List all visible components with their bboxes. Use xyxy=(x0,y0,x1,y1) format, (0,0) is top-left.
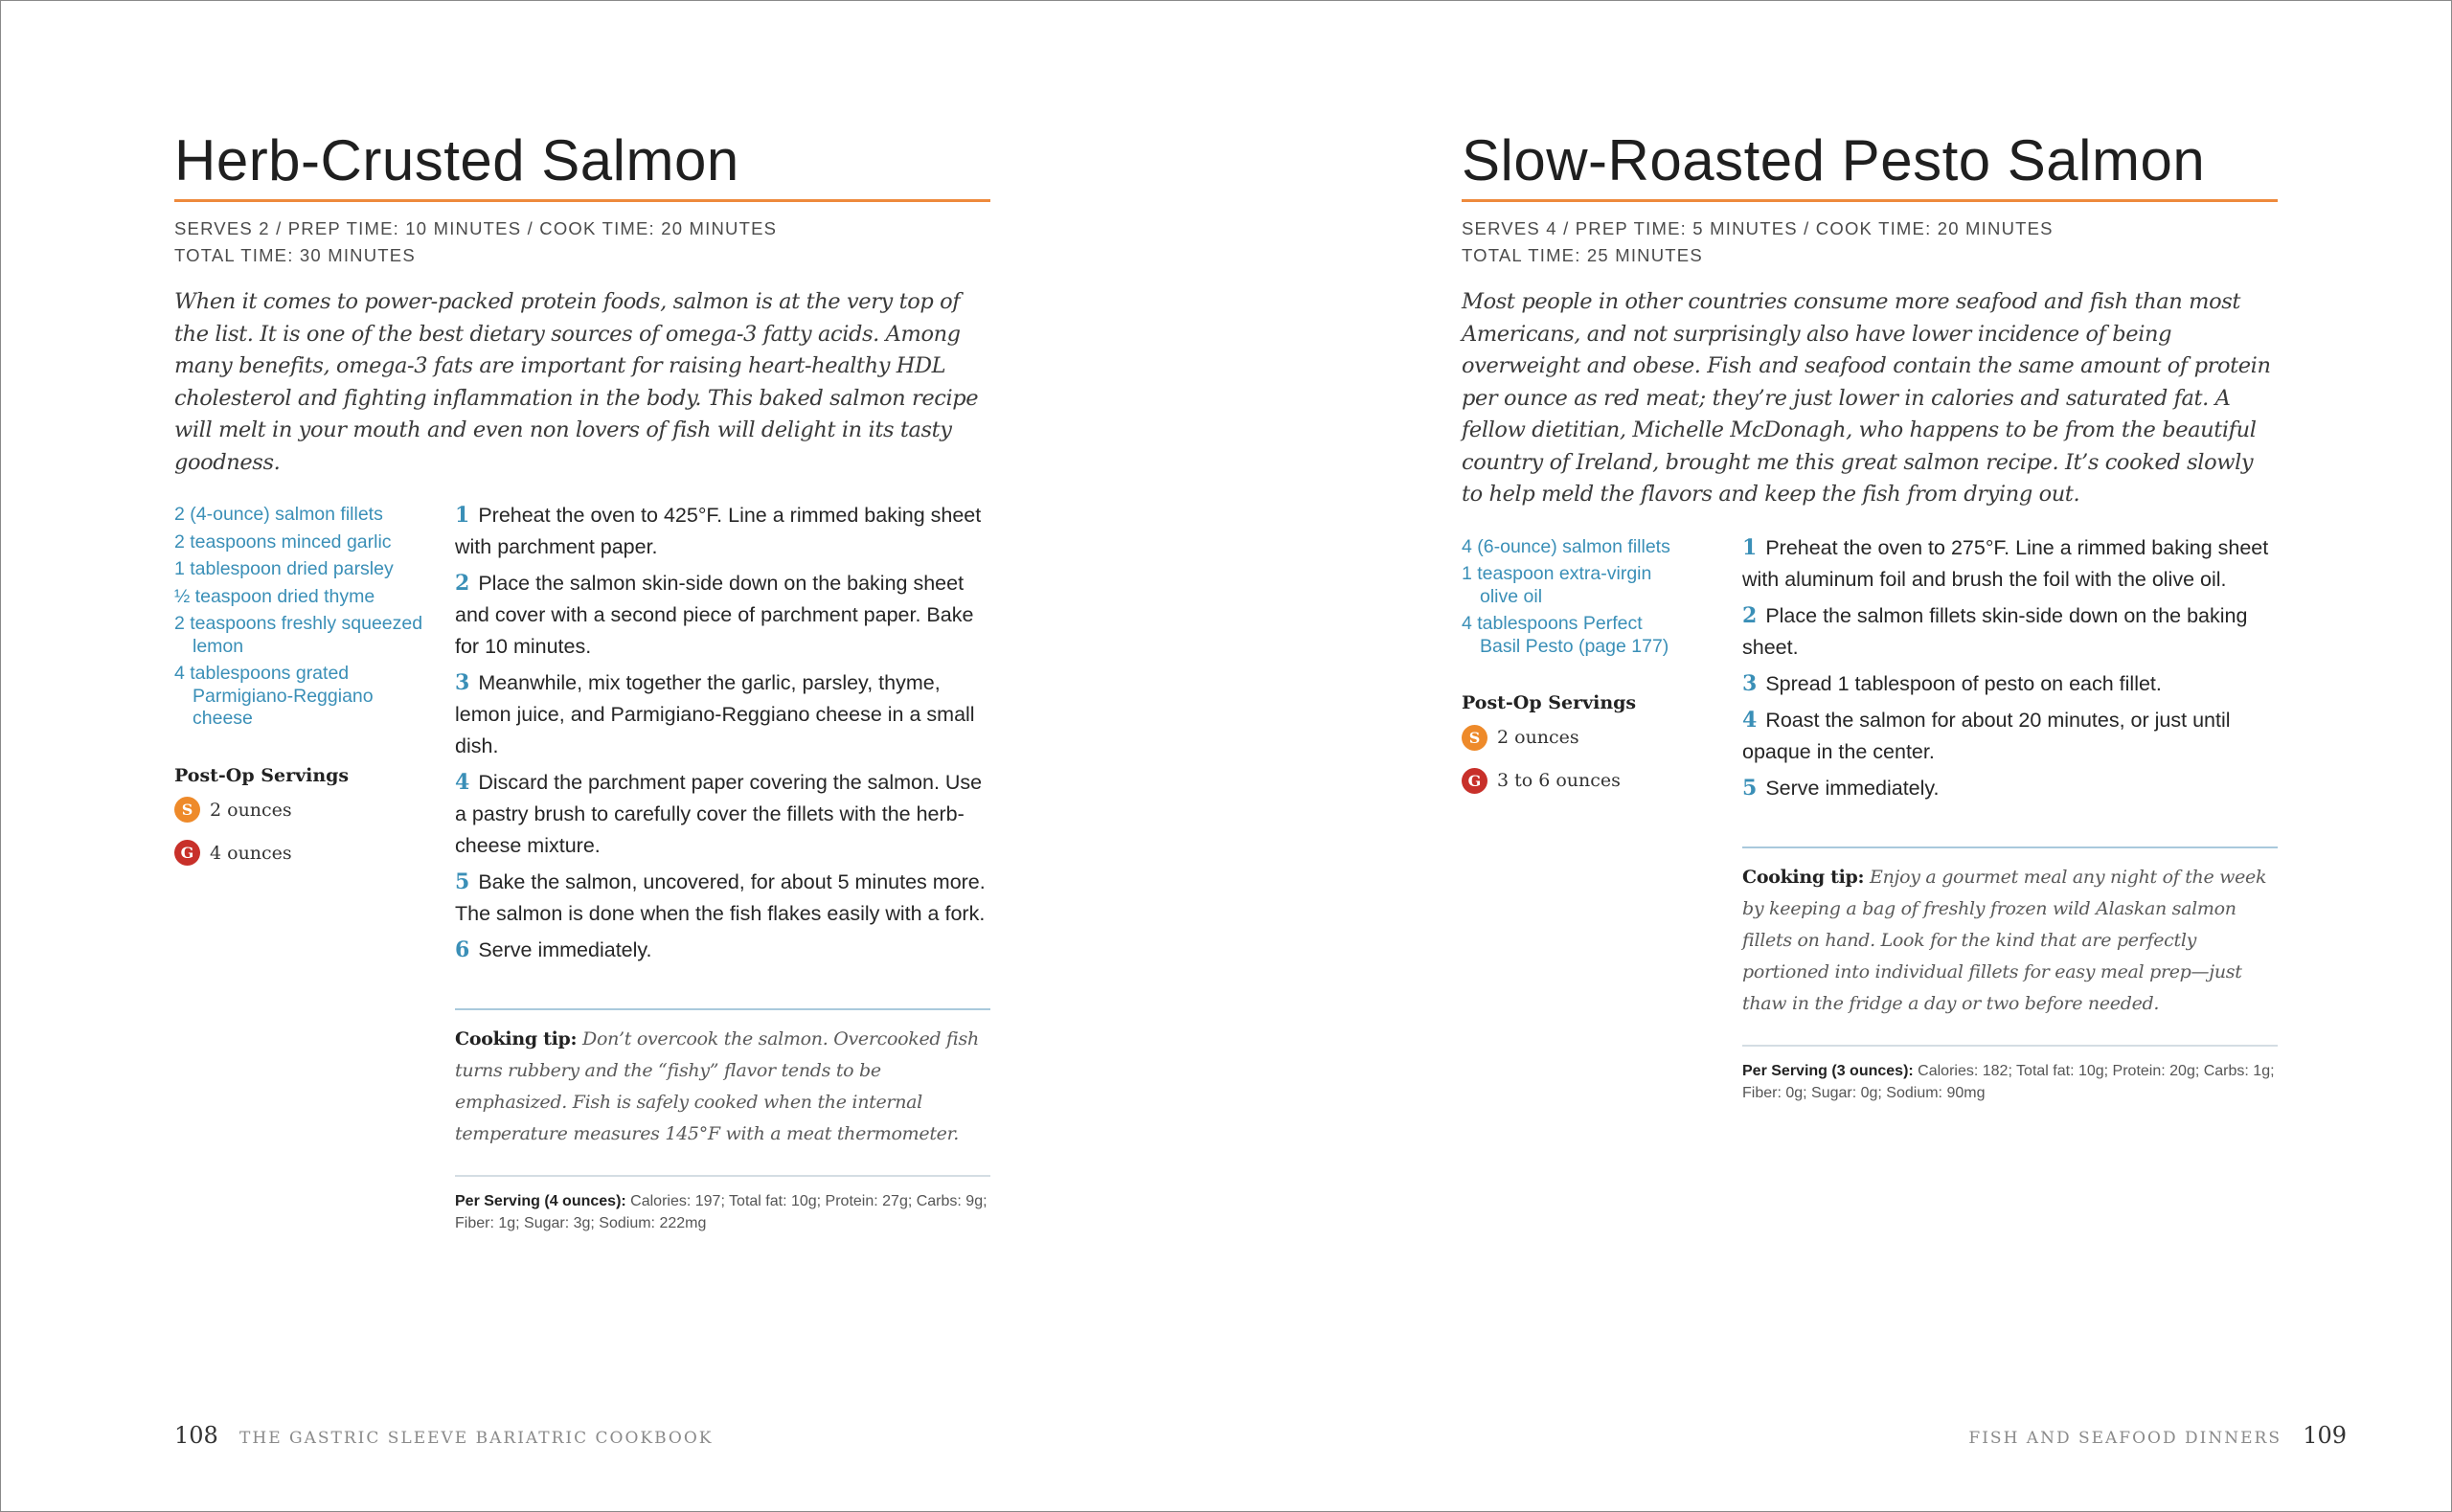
tip-divider xyxy=(455,1008,990,1010)
ingredient-list xyxy=(1462,536,1720,810)
nutrition-text: Calories: 197; Total fat: 10g; Protein: 27g; Carbs: 9g; Fiber: 1g; Sugar: 3g; Sodium: 222mg xyxy=(455,1193,988,1231)
recipe-meta xyxy=(1462,215,2278,269)
tip-label: Cooking tip: xyxy=(455,1028,578,1049)
serving-amount: 2 ounces xyxy=(1497,727,1579,748)
recipe-title: Herb-Crusted Salmon xyxy=(174,128,739,192)
step-number: 1 xyxy=(1742,534,1758,560)
recipe-title: Slow-Roasted Pesto Salmon xyxy=(1462,128,2206,192)
step-text: Bake the salmon, uncovered, for about 5 minutes more. The salmon is done when the fish flakes easily with a fork. xyxy=(455,870,986,925)
step-number: 3 xyxy=(455,670,470,695)
step-number: 5 xyxy=(1742,775,1758,801)
nutrition-divider xyxy=(1742,1045,2278,1047)
step-text: Spread 1 tablespoon of pesto on each fillet. xyxy=(1765,671,2162,695)
meta-total-time: TOTAL TIME: 30 MINUTES xyxy=(174,245,416,265)
step-number: 2 xyxy=(1742,602,1758,628)
running-head: THE GASTRIC SLEEVE BARIATRIC COOKBOOK xyxy=(239,1429,714,1448)
ingredient-item: 1 teaspoon extra-virgin olive oil xyxy=(1462,563,1652,607)
recipe-body xyxy=(1462,536,2278,1149)
recipe-intro: Most people in other countries consume more seafood and fish than most Americans, and not surprisingly also have lower incidence of being overweight and obese. Fish and seafood contain the same amount of protein per ounce as red meat; they’re just lower in calories and saturated fat. A fellow dietitian, Michelle McDonagh, who happens to be from the beautiful country of Ireland, brought me this great salmon recipe. It’s cooked slowly to help meld the flavors and keep the fish from drying out. xyxy=(1462,289,2271,507)
left-footer xyxy=(174,1422,713,1449)
step-number: 4 xyxy=(455,770,470,795)
general-badge-icon: G xyxy=(1462,768,1487,794)
general-badge-icon: G xyxy=(174,840,200,866)
nutrition-divider xyxy=(455,1175,990,1177)
serving-sleeve xyxy=(1462,723,1720,752)
step-list xyxy=(455,500,990,1234)
step-number: 2 xyxy=(455,571,470,596)
step-text: Meanwhile, mix together the garlic, parsley, thyme, lemon juice, and Parmigiano-Reggiano cheese in a small dish. xyxy=(455,671,975,757)
page-number: 109 xyxy=(2303,1422,2347,1449)
step-number: 4 xyxy=(1742,707,1758,733)
ingredient-item: ½ teaspoon dried thyme xyxy=(174,585,375,607)
nutrition-info xyxy=(1742,1060,2278,1104)
serving-general xyxy=(1462,766,1720,795)
meta-times: SERVES 2 / PREP TIME: 10 MINUTES / COOK TIME: 20 MINUTES xyxy=(174,218,778,238)
serving-sleeve xyxy=(174,796,433,824)
tip-label: Cooking tip: xyxy=(1742,866,1865,888)
step-item xyxy=(455,767,990,862)
recipe-meta xyxy=(174,215,990,269)
step-item xyxy=(1742,773,2278,804)
step-item xyxy=(455,500,990,563)
right-footer xyxy=(1968,1422,2347,1449)
step-number: 6 xyxy=(455,937,470,962)
ingredient-item: 4 (6-ounce) salmon fillets xyxy=(1462,535,1670,557)
tip-divider xyxy=(1742,846,2278,848)
recipe-body xyxy=(174,504,990,1251)
ingredient-item: 2 teaspoons minced garlic xyxy=(174,530,392,553)
postop-servings-title: Post-Op Servings xyxy=(1462,692,1637,713)
meta-times: SERVES 4 / PREP TIME: 5 MINUTES / COOK TIME: 20 MINUTES xyxy=(1462,218,2054,238)
ingredient-item: 4 tablespoons Perfect Basil Pesto (page 177) xyxy=(1462,613,1669,657)
step-item xyxy=(455,867,990,930)
step-item xyxy=(455,568,990,663)
cooking-tip xyxy=(455,1024,990,1150)
step-item xyxy=(455,935,990,966)
ingredient-item: 4 tablespoons grated Parmigiano-Reggiano cheese xyxy=(174,663,374,729)
step-number: 5 xyxy=(455,869,470,894)
ingredient-item: 1 tablespoon dried parsley xyxy=(174,558,394,579)
title-divider xyxy=(1462,199,2278,202)
ingredient-item: 2 (4-ounce) salmon fillets xyxy=(174,504,383,525)
step-number: 3 xyxy=(1742,670,1758,696)
recipe-intro: When it comes to power-packed protein foods, salmon is at the very top of the list. It is one of the best dietary sources of omega-3 fatty acids. Among many benefits, omega-3 fats are important for raising heart-healthy HDL cholesterol and fighting inflammation in the body. This baked salmon recipe will melt in your mouth and even non lovers of fish will delight in its tasty goodness. xyxy=(174,289,979,475)
right-page xyxy=(1462,123,2278,1149)
nutrition-label: Per Serving (4 ounces): xyxy=(455,1193,626,1209)
step-item xyxy=(1742,705,2278,768)
step-text: Serve immediately. xyxy=(1765,776,1940,800)
meta-total-time: TOTAL TIME: 25 MINUTES xyxy=(1462,245,1703,265)
title-divider xyxy=(174,199,990,202)
nutrition-label: Per Serving (3 ounces): xyxy=(1742,1062,1914,1079)
serving-general xyxy=(174,839,433,868)
cooking-tip xyxy=(1742,862,2278,1020)
postop-servings-title: Post-Op Servings xyxy=(174,764,350,786)
step-text: Place the salmon fillets skin-side down on the baking sheet. xyxy=(1742,603,2248,659)
tip-text: Don’t overcook the salmon. Overcooked fish turns rubbery and the “fishy” flavor tends to be emphasized. Fish is safely cooked when the internal temperature measures 145°F with a meat thermometer. xyxy=(455,1028,979,1144)
step-text: Roast the salmon for about 20 minutes, or just until opaque in the center. xyxy=(1742,708,2231,763)
serving-amount: 4 ounces xyxy=(210,842,292,864)
step-text: Serve immediately. xyxy=(478,938,652,961)
step-number: 1 xyxy=(455,503,470,528)
step-text: Preheat the oven to 275°F. Line a rimmed baking sheet with aluminum foil and brush the foil with the olive oil. xyxy=(1742,535,2269,591)
ingredient-list xyxy=(174,504,433,882)
serving-amount: 3 to 6 ounces xyxy=(1497,770,1621,791)
step-text: Preheat the oven to 425°F. Line a rimmed baking sheet with parchment paper. xyxy=(455,504,982,558)
page-number: 108 xyxy=(174,1422,218,1449)
left-page xyxy=(174,123,990,1251)
step-item xyxy=(1742,532,2278,596)
step-text: Place the salmon skin-side down on the baking sheet and cover with a second piece of parchment paper. Bake for 10 minutes. xyxy=(455,572,974,658)
serving-amount: 2 ounces xyxy=(210,799,292,821)
step-text: Discard the parchment paper covering the salmon. Use a pastry brush to carefully cover the fillets with the herb-cheese mixture. xyxy=(455,771,983,857)
step-item xyxy=(1742,668,2278,700)
step-item xyxy=(455,667,990,762)
running-head: FISH AND SEAFOOD DINNERS xyxy=(1968,1429,2282,1448)
tip-text: Enjoy a gourmet meal any night of the week by keeping a bag of freshly frozen wild Alaskan salmon fillets on hand. Look for the kind that are perfectly portioned into individual fillets for easy meal prep—just thaw in the fridge a day or two before needed. xyxy=(1742,866,2267,1014)
nutrition-text: Calories: 182; Total fat: 10g; Protein: 20g; Carbs: 1g; Fiber: 0g; Sugar: 0g; Sodium: 90mg xyxy=(1742,1062,2275,1101)
nutrition-info xyxy=(455,1190,990,1234)
sleeve-badge-icon: S xyxy=(174,797,200,823)
ingredient-item: 2 teaspoons freshly squeezed lemon xyxy=(174,613,423,657)
sleeve-badge-icon: S xyxy=(1462,725,1487,751)
step-item xyxy=(1742,600,2278,664)
step-list xyxy=(1742,532,2278,1104)
